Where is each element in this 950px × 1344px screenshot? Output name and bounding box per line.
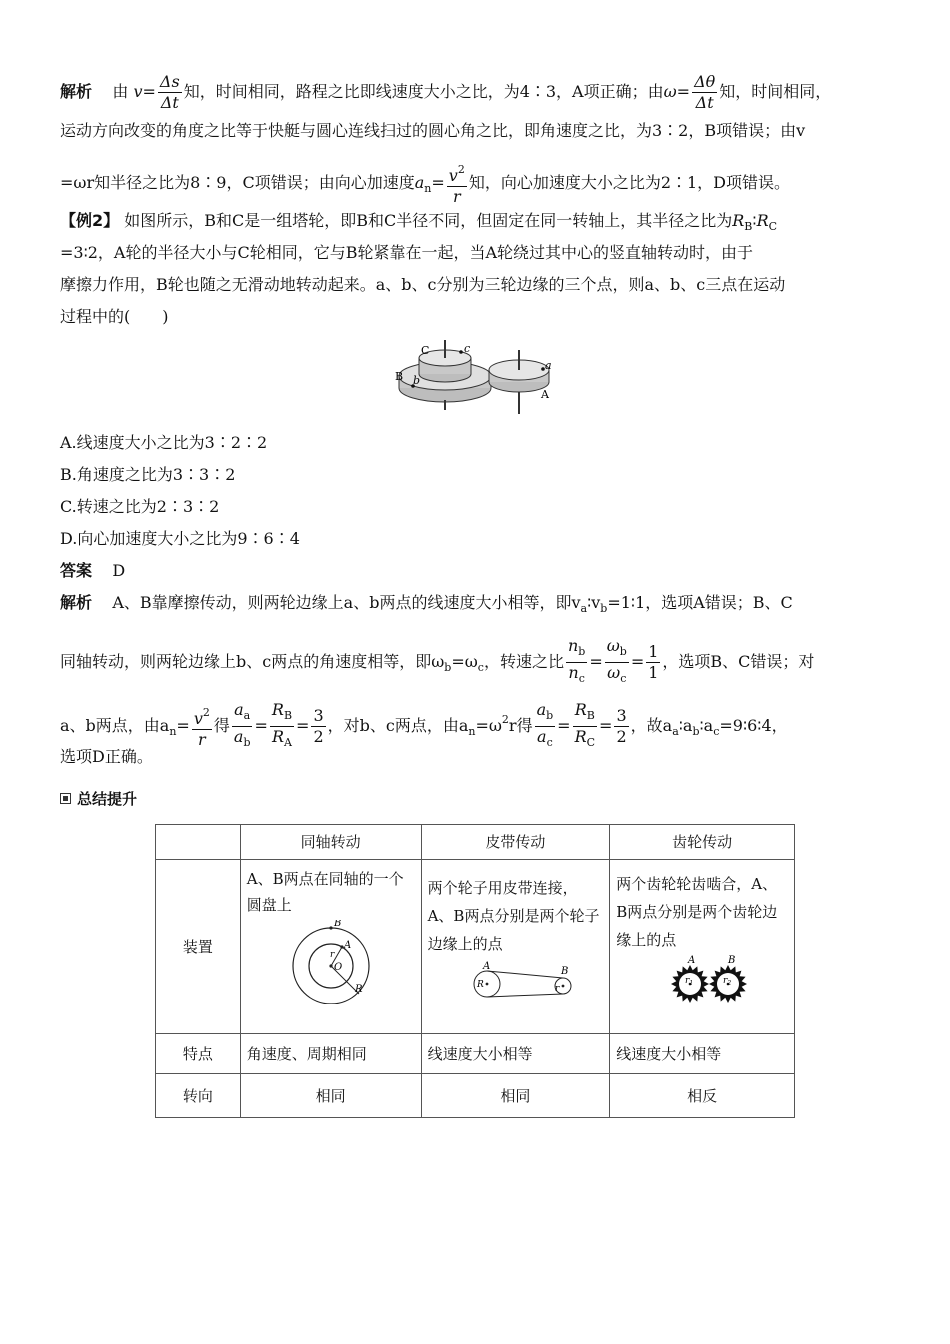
label-C: C: [421, 344, 430, 357]
label-a: a: [545, 359, 552, 372]
example2-line1: 【例2】 如图所示，B和C是一组塔轮，即B和C半径不同，但固定在同一转轴上，其半径之比为$R_B∶R_C$: [60, 211, 778, 233]
device-cell-belt: 两个轮子用皮带连接，A、B两点分别是两个轮子边缘上的点 A B R r: [421, 860, 610, 1034]
table-row-direction: [156, 1074, 795, 1118]
gear-label-r2: $r_2$: [723, 976, 732, 987]
svg-text:r: r: [329, 950, 334, 960]
analysis2-line4: 选项D正确。: [60, 747, 153, 766]
header-cell: 皮带传动: [421, 825, 610, 860]
label-A: A: [541, 388, 549, 401]
analysis2-line2: 同轴转动，则两轮边缘上b、c两点的角速度相等，即$\omega_b=\omega_c$，转速之比 $\frac{n_b}{n_c}$ = $\frac{\omega_b}{\omega_c}$ = $\frac{1}{1}$ ，选项B、C错误；对: [60, 636, 814, 689]
gear-drive-figure: [622, 954, 782, 1004]
fraction-ab-ac: $\frac{a_b}{a_c}$: [536, 700, 554, 749]
svg-text:R: R: [477, 980, 485, 990]
belt-drive-figure: [435, 960, 595, 1004]
analysis-label: 解析: [60, 82, 93, 101]
svg-text:A: A: [688, 955, 696, 966]
table-row-feature: [156, 1034, 795, 1074]
svg-text:O: O: [333, 962, 342, 973]
example2-line4: 过程中的( ): [60, 307, 169, 326]
label-B: B: [395, 370, 404, 383]
direction-cell: 相反: [610, 1074, 795, 1118]
device-cell-gear: 两个齿轮轮齿啮合，A、B两点分别是两个齿轮边缘上的点 A B $r_1$ $r_2$: [610, 860, 795, 1034]
fraction-v2-r: $\frac{v^2}{r}$: [447, 160, 467, 207]
answer-value: D: [112, 561, 126, 580]
svg-text:B: B: [333, 920, 342, 929]
option-d[interactable]: D.向心加速度大小之比为9∶6∶4: [60, 529, 300, 548]
device-cell-coaxial: A、B两点在同轴的一个圆盘上 B A r O R: [240, 860, 421, 1034]
feature-cell: 角速度、周期相同: [240, 1034, 421, 1074]
feature-cell: 线速度大小相等: [610, 1034, 795, 1074]
svg-text:A: A: [343, 940, 351, 951]
fraction-rb-rc: $\frac{R_B}{R_C}$: [574, 700, 596, 749]
fraction-wb-wc: $\frac{\omega_b}{\omega_c}$: [606, 636, 627, 685]
table-header-row: [156, 825, 795, 860]
answer-line: [60, 560, 125, 582]
summary-table: [155, 824, 795, 1118]
header-cell: 同轴转动: [240, 825, 421, 860]
analysis1-line3: =ωr知半径之比为8∶9，C项错误；由向心加速度$a_n=$ $\frac{v^2}{r}$ 知，向心加速度大小之比为2∶1，D项错误。: [60, 160, 790, 207]
fraction-3-2-b: $\frac{3}{2}$: [616, 706, 627, 746]
fraction-ds-dt: $\frac{\Delta s}{\Delta t}$: [159, 72, 180, 112]
svg-text:r: r: [555, 984, 560, 994]
fraction-1-1: $\frac{1}{1}$: [648, 642, 659, 682]
fraction-aa-ab: $\frac{a_a}{a_b}$: [233, 700, 251, 749]
square-bullet-icon: [60, 793, 71, 804]
header-cell: 齿轮传动: [610, 825, 795, 860]
fraction-3-2: $\frac{3}{2}$: [313, 706, 324, 746]
header-cell: [156, 825, 241, 860]
row-label: 装置: [156, 860, 241, 1034]
fraction-nb-nc: $\frac{n_b}{n_c}$: [567, 636, 586, 685]
example-label: 【例2】: [60, 211, 120, 230]
analysis2-label: 解析: [60, 593, 93, 612]
fraction-v2-r-2: $\frac{v^2}{r}$: [192, 703, 212, 750]
option-b[interactable]: B.角速度之比为3∶3∶2: [60, 465, 236, 484]
row-label: 转向: [156, 1074, 241, 1118]
row-label: 特点: [156, 1034, 241, 1074]
table-row-device: [156, 860, 795, 1034]
fraction-rb-ra: $\frac{R_B}{R_A}$: [271, 700, 293, 749]
coaxial-disk-figure: [251, 920, 411, 1004]
example2-line3: 摩擦力作用，B轮也随之无滑动地转动起来。a、b、c分别为三轮边缘的三个点，则a、b、c三点在运动: [60, 275, 786, 294]
answer-label: 答案: [60, 561, 93, 580]
gear-label-r1: $r_1$: [685, 976, 694, 987]
example2-line2: =3∶2，A轮的半径大小与C轮相同，它与B轮紧靠在一起，当A轮绕过其中心的竖直轴转动时，由于: [60, 243, 754, 262]
analysis1-line1: 解析 由 v= $\frac{\Delta s}{\Delta t}$ 知，时间相同，路程之比即线速度大小之比，为4∶3，A项正确；由ω= $\frac{\Delta\theta}{\Delta t}$ 知，时间相同，: [60, 72, 832, 112]
analysis2-line3: a、b两点，由$a_n=$ $\frac{v^2}{r}$ 得 $\frac{a_a}{a_b}$ = $\frac{R_B}{R_A}$ = $\frac{3}{2}$ ，对b、c两点，由$a_n=\omega^2r$得 $\frac{a_b}{a_c}$ = $\frac{R_B}{R_C}$ = $\frac{3}{2}$ ，故$a_a∶a_b∶a_c=9∶6∶4$，: [60, 700, 788, 753]
svg-text:A: A: [483, 961, 491, 972]
svg-text:R: R: [354, 984, 363, 995]
fraction-dtheta-dt: $\frac{\Delta\theta}{\Delta t}$: [694, 72, 716, 112]
analysis1-line2: 运动方向改变的角度之比等于快艇与圆心连线扫过的圆心角之比，即角速度之比，为3∶2，B项错误；由v: [60, 121, 806, 140]
summary-title: 总结提升: [60, 788, 137, 809]
feature-cell: 线速度大小相等: [421, 1034, 610, 1074]
option-c[interactable]: C.转速之比为2∶3∶2: [60, 497, 220, 516]
option-a[interactable]: A.线速度大小之比为3∶2∶2: [60, 433, 268, 452]
direction-cell: 相同: [421, 1074, 610, 1118]
label-b: b: [413, 374, 421, 387]
label-c: c: [464, 342, 471, 355]
direction-cell: 相同: [240, 1074, 421, 1118]
svg-text:B: B: [561, 966, 569, 977]
analysis2-line1: 解析 A、B靠摩擦传动，则两轮边缘上a、b两点的线速度大小相等，即$v_a∶v_b=1∶1$，选项A错误；B、C: [60, 593, 793, 615]
svg-text:B: B: [728, 955, 736, 966]
tower-wheel-figure: [385, 336, 565, 420]
